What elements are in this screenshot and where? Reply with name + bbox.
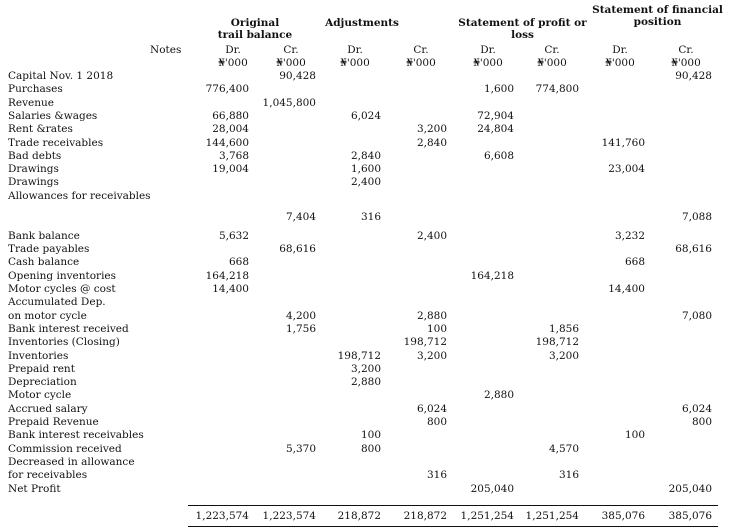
cell-fp-cr: 205,040	[668, 483, 712, 495]
cell-orig-dr: 5,632	[218, 230, 249, 242]
row-label: Motor cycle	[8, 389, 72, 401]
row-label: Rent &rates	[8, 123, 73, 135]
subheader-orig_cr: Cr.	[283, 44, 299, 56]
cell-fp-cr: 800	[691, 416, 712, 428]
cell-adj-dr: 2,840	[350, 150, 381, 162]
cell-fp-cr: 6,024	[681, 403, 712, 415]
header-original-trial-balance: Original trail balance	[217, 17, 293, 41]
cell-pl-cr: 3,200	[548, 350, 579, 362]
cell-adj-dr: 198,712	[337, 350, 381, 362]
row-label: Cash balance	[8, 256, 80, 268]
total-orig-dr: 1,223,574	[195, 510, 249, 522]
cell-orig-dr: 776,400	[205, 83, 249, 95]
row-label: Accrued salary	[8, 403, 88, 415]
header-notes: Notes	[150, 44, 182, 56]
cell-fp-dr: 668	[624, 256, 645, 268]
cell-adj-cr: 2,840	[416, 137, 447, 149]
cell-adj-dr: 6,024	[350, 110, 381, 122]
subheader-unit-pl_cr: ₦'000	[537, 57, 567, 69]
total-adj-cr: 218,872	[403, 510, 447, 522]
header-profit-or-loss: Statement of profit or loss	[458, 17, 587, 41]
cell-pl-dr: 1,600	[483, 83, 514, 95]
cell-pl-dr: 6,608	[483, 150, 514, 162]
subheader-unit-adj_cr: ₦'000	[406, 57, 436, 69]
subheader-unit-orig_cr: ₦'000	[276, 57, 306, 69]
row-label: Capital Nov. 1 2018	[8, 70, 114, 82]
row-label: Inventories	[8, 350, 69, 362]
cell-adj-cr: 316	[426, 469, 447, 481]
cell-adj-cr: 800	[426, 416, 447, 428]
subheader-adj_cr: Cr.	[413, 44, 429, 56]
cell-orig-cr: 4,200	[285, 310, 316, 322]
cell-adj-cr: 3,200	[416, 123, 447, 135]
subheader-fp_dr: Dr.	[612, 44, 628, 56]
cell-pl-cr: 316	[558, 469, 579, 481]
total-pl-dr: 1,251,254	[460, 510, 514, 522]
cell-orig-cr: 90,428	[279, 70, 316, 82]
row-label: Trade receivables	[8, 137, 104, 149]
row-label: Net Profit	[8, 483, 61, 495]
cell-pl-dr: 72,904	[477, 110, 514, 122]
row-label: Inventories (Closing)	[8, 336, 120, 348]
cell-orig-dr: 28,004	[212, 123, 249, 135]
cell-orig-dr: 14,400	[212, 283, 249, 295]
total-pl-cr: 1,251,254	[525, 510, 579, 522]
cell-fp-dr: 100	[624, 429, 645, 441]
cell-adj-dr: 800	[360, 443, 381, 455]
cell-orig-dr: 3,768	[218, 150, 249, 162]
row-label: Trade payables	[8, 243, 90, 255]
header-adjustments: Adjustments	[325, 17, 399, 29]
total-orig-cr: 1,223,574	[262, 510, 316, 522]
subheader-unit-fp_dr: ₦'000	[605, 57, 635, 69]
row-label: Drawings	[8, 163, 59, 175]
cell-fp-dr: 3,232	[614, 230, 645, 242]
cell-orig-dr: 164,218	[205, 270, 249, 282]
total-fp-dr: 385,076	[601, 510, 645, 522]
row-label: Bank interest received	[8, 323, 129, 335]
totals-rule-top	[188, 505, 718, 506]
cell-adj-cr: 2,400	[416, 230, 447, 242]
row-label: Salaries &wages	[8, 110, 98, 122]
cell-fp-dr: 14,400	[608, 283, 645, 295]
cell-pl-cr: 774,800	[535, 83, 579, 95]
row-label: Bank balance	[8, 230, 80, 242]
subheader-unit-pl_dr: ₦'000	[473, 57, 503, 69]
subheader-pl_dr: Dr.	[480, 44, 496, 56]
cell-adj-dr: 2,880	[350, 376, 381, 388]
cell-orig-cr: 68,616	[279, 243, 316, 255]
total-adj-dr: 218,872	[337, 510, 381, 522]
subheader-unit-orig_dr: ₦'000	[218, 57, 248, 69]
cell-fp-cr: 68,616	[675, 243, 712, 255]
row-label: Opening inventories	[8, 270, 117, 282]
cell-adj-dr: 3,200	[350, 363, 381, 375]
row-label: Bank interest receivables	[8, 429, 144, 441]
cell-adj-cr: 100	[426, 323, 447, 335]
subheader-adj_dr: Dr.	[347, 44, 363, 56]
total-fp-cr: 385,076	[668, 510, 712, 522]
cell-pl-dr: 2,880	[483, 389, 514, 401]
row-label: Bad debts	[8, 150, 62, 162]
subheader-unit-fp_cr: ₦'000	[671, 57, 701, 69]
cell-adj-cr: 3,200	[416, 350, 447, 362]
subheader-orig_dr: Dr.	[225, 44, 241, 56]
row-label: Prepaid Revenue	[8, 416, 99, 428]
cell-adj-dr: 100	[360, 429, 381, 441]
row-label: Commission received	[8, 443, 122, 455]
row-label: Depreciation	[8, 376, 77, 388]
cell-pl-dr: 24,804	[477, 123, 514, 135]
row-label: Revenue	[8, 97, 55, 109]
row-label: on motor cycle	[8, 310, 87, 322]
header-financial-position: Statement of financial position	[592, 4, 723, 28]
cell-fp-dr: 141,760	[601, 137, 645, 149]
cell-adj-dr: 316	[360, 211, 381, 223]
row-label: Allowances for receivables	[8, 190, 151, 202]
cell-fp-cr: 90,428	[675, 70, 712, 82]
subheader-fp_cr: Cr.	[678, 44, 694, 56]
cell-orig-dr: 66,880	[212, 110, 249, 122]
cell-adj-cr: 6,024	[416, 403, 447, 415]
row-label: for receivables	[8, 469, 88, 481]
cell-pl-dr: 205,040	[470, 483, 514, 495]
cell-orig-dr: 19,004	[212, 163, 249, 175]
row-label: Purchases	[8, 83, 63, 95]
row-label: Accumulated Dep.	[8, 296, 106, 308]
cell-pl-dr: 164,218	[470, 270, 514, 282]
cell-pl-cr: 198,712	[535, 336, 579, 348]
totals-rule-bottom	[188, 526, 718, 527]
cell-orig-cr: 1,756	[285, 323, 316, 335]
cell-pl-cr: 4,570	[548, 443, 579, 455]
cell-fp-dr: 23,004	[608, 163, 645, 175]
cell-orig-cr: 7,404	[285, 211, 316, 223]
row-label: Decreased in allowance	[8, 456, 135, 468]
cell-orig-dr: 144,600	[205, 137, 249, 149]
cell-fp-cr: 7,080	[681, 310, 712, 322]
cell-orig-dr: 668	[228, 256, 249, 268]
subheader-pl_cr: Cr.	[544, 44, 560, 56]
cell-adj-dr: 2,400	[350, 176, 381, 188]
cell-orig-cr: 5,370	[285, 443, 316, 455]
cell-pl-cr: 1,856	[548, 323, 579, 335]
cell-adj-dr: 1,600	[350, 163, 381, 175]
cell-orig-cr: 1,045,800	[262, 97, 316, 109]
row-label: Motor cycles @ cost	[8, 283, 116, 295]
cell-fp-cr: 7,088	[681, 211, 712, 223]
subheader-unit-adj_dr: ₦'000	[340, 57, 370, 69]
row-label: Drawings	[8, 176, 59, 188]
cell-adj-cr: 198,712	[403, 336, 447, 348]
row-label: Prepaid rent	[8, 363, 75, 375]
cell-adj-cr: 2,880	[416, 310, 447, 322]
